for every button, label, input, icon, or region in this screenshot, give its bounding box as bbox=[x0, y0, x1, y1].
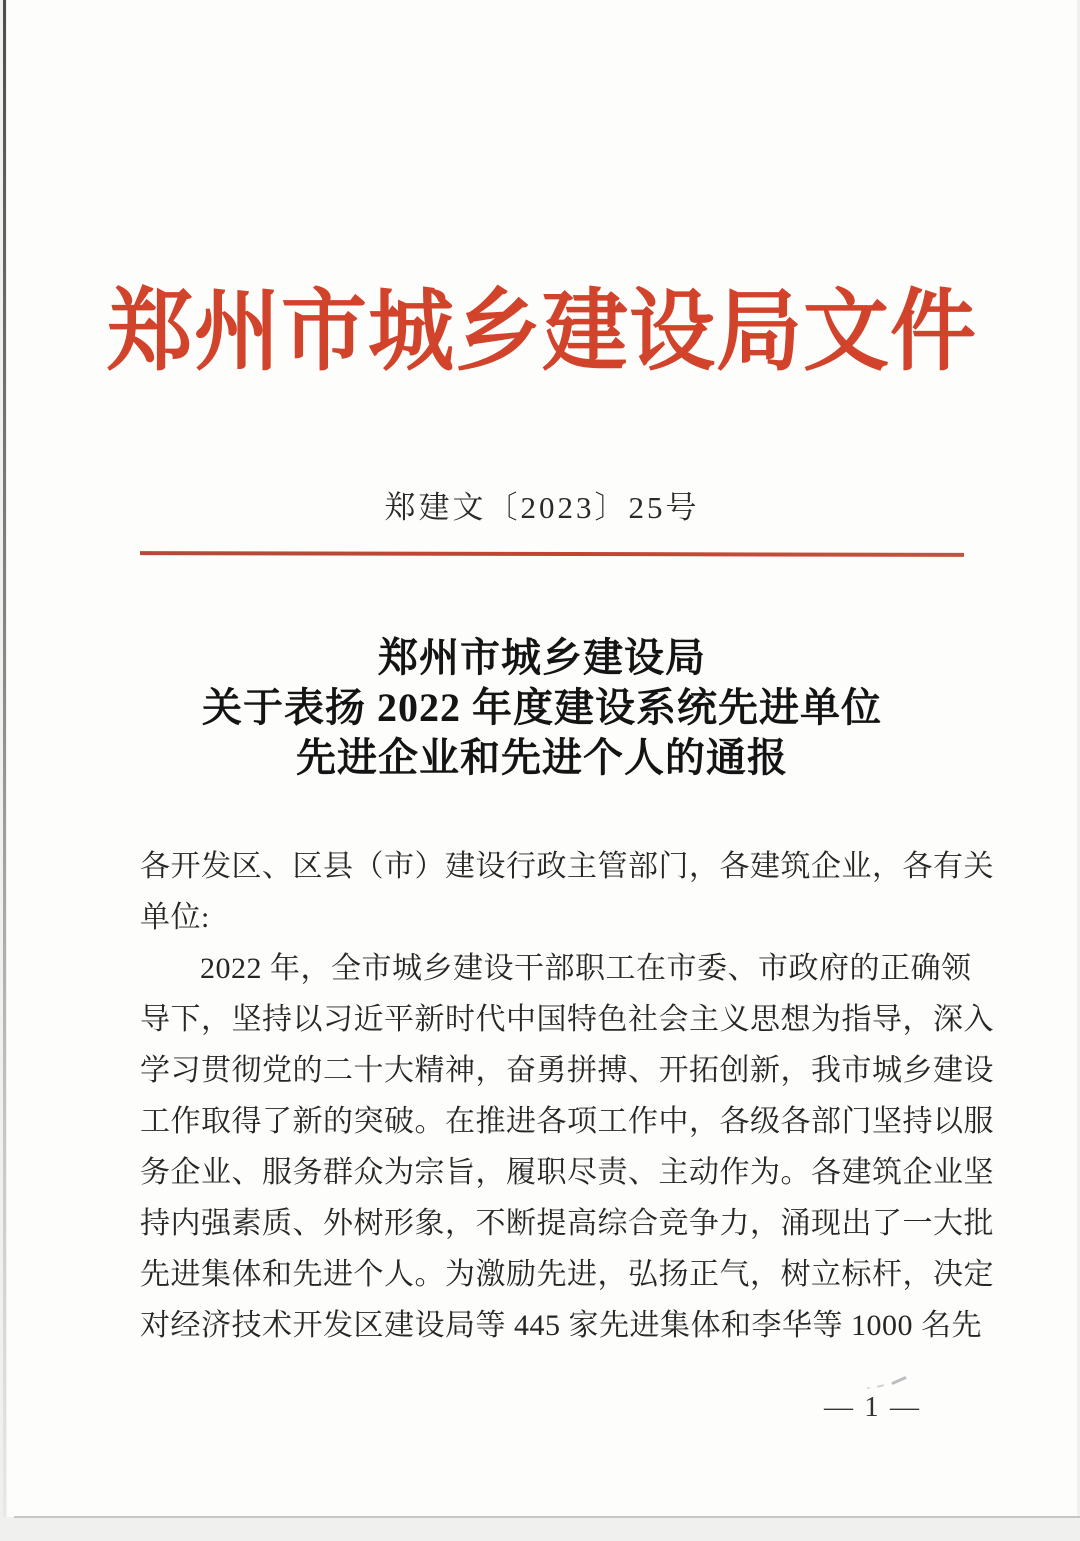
document-header-title: 郑州市城乡建设局文件 bbox=[107, 282, 977, 382]
body-line: 单位: bbox=[140, 901, 210, 934]
body-line: 工作取得了新的突破。在推进各项工作中，各级各部门坚持以服 bbox=[140, 1105, 994, 1138]
body-line: 导下，坚持以习近平新时代中国特色社会主义思想为指导，深入 bbox=[140, 1003, 994, 1036]
body-line: 学习贯彻党的二十大精神，奋勇拼搏、开拓创新，我市城乡建设 bbox=[140, 1054, 994, 1087]
document-title-line: 先进企业和先进个人的通报 bbox=[296, 735, 788, 780]
body-line: 2022 年，全市城乡建设干部职工在市委、市政府的正确领 bbox=[200, 952, 972, 985]
scan-artifact-mark bbox=[867, 1378, 913, 1390]
body-line: 各开发区、区县（市）建设行政主管部门，各建筑企业，各有关 bbox=[140, 850, 994, 883]
body-line: 先进集体和先进个人。为激励先进，弘扬正气，树立标杆，决定 bbox=[140, 1258, 994, 1291]
document-page bbox=[7, 0, 1077, 1517]
document-title-line: 关于表扬 2022 年度建设系统先进单位 bbox=[202, 685, 882, 730]
body-line: 对经济技术开发区建设局等 445 家先进集体和李华等 1000 名先 bbox=[140, 1309, 982, 1342]
document-title-line: 郑州市城乡建设局 bbox=[378, 635, 706, 680]
page-left-edge bbox=[3, 0, 6, 1517]
document-title bbox=[7, 633, 1077, 783]
page-number: — 1 — bbox=[824, 1391, 921, 1423]
red-divider-line bbox=[140, 551, 964, 557]
document-body bbox=[140, 841, 994, 1351]
body-line: 持内强素质、外树形象，不断提高综合竞争力，涌现出了一大批 bbox=[140, 1207, 994, 1240]
document-number: 郑建文〔2023〕25号 bbox=[384, 490, 700, 525]
body-line: 务企业、服务群众为宗旨，履职尽责、主动作为。各建筑企业坚 bbox=[140, 1156, 994, 1189]
page-bottom-edge bbox=[14, 1516, 1080, 1518]
